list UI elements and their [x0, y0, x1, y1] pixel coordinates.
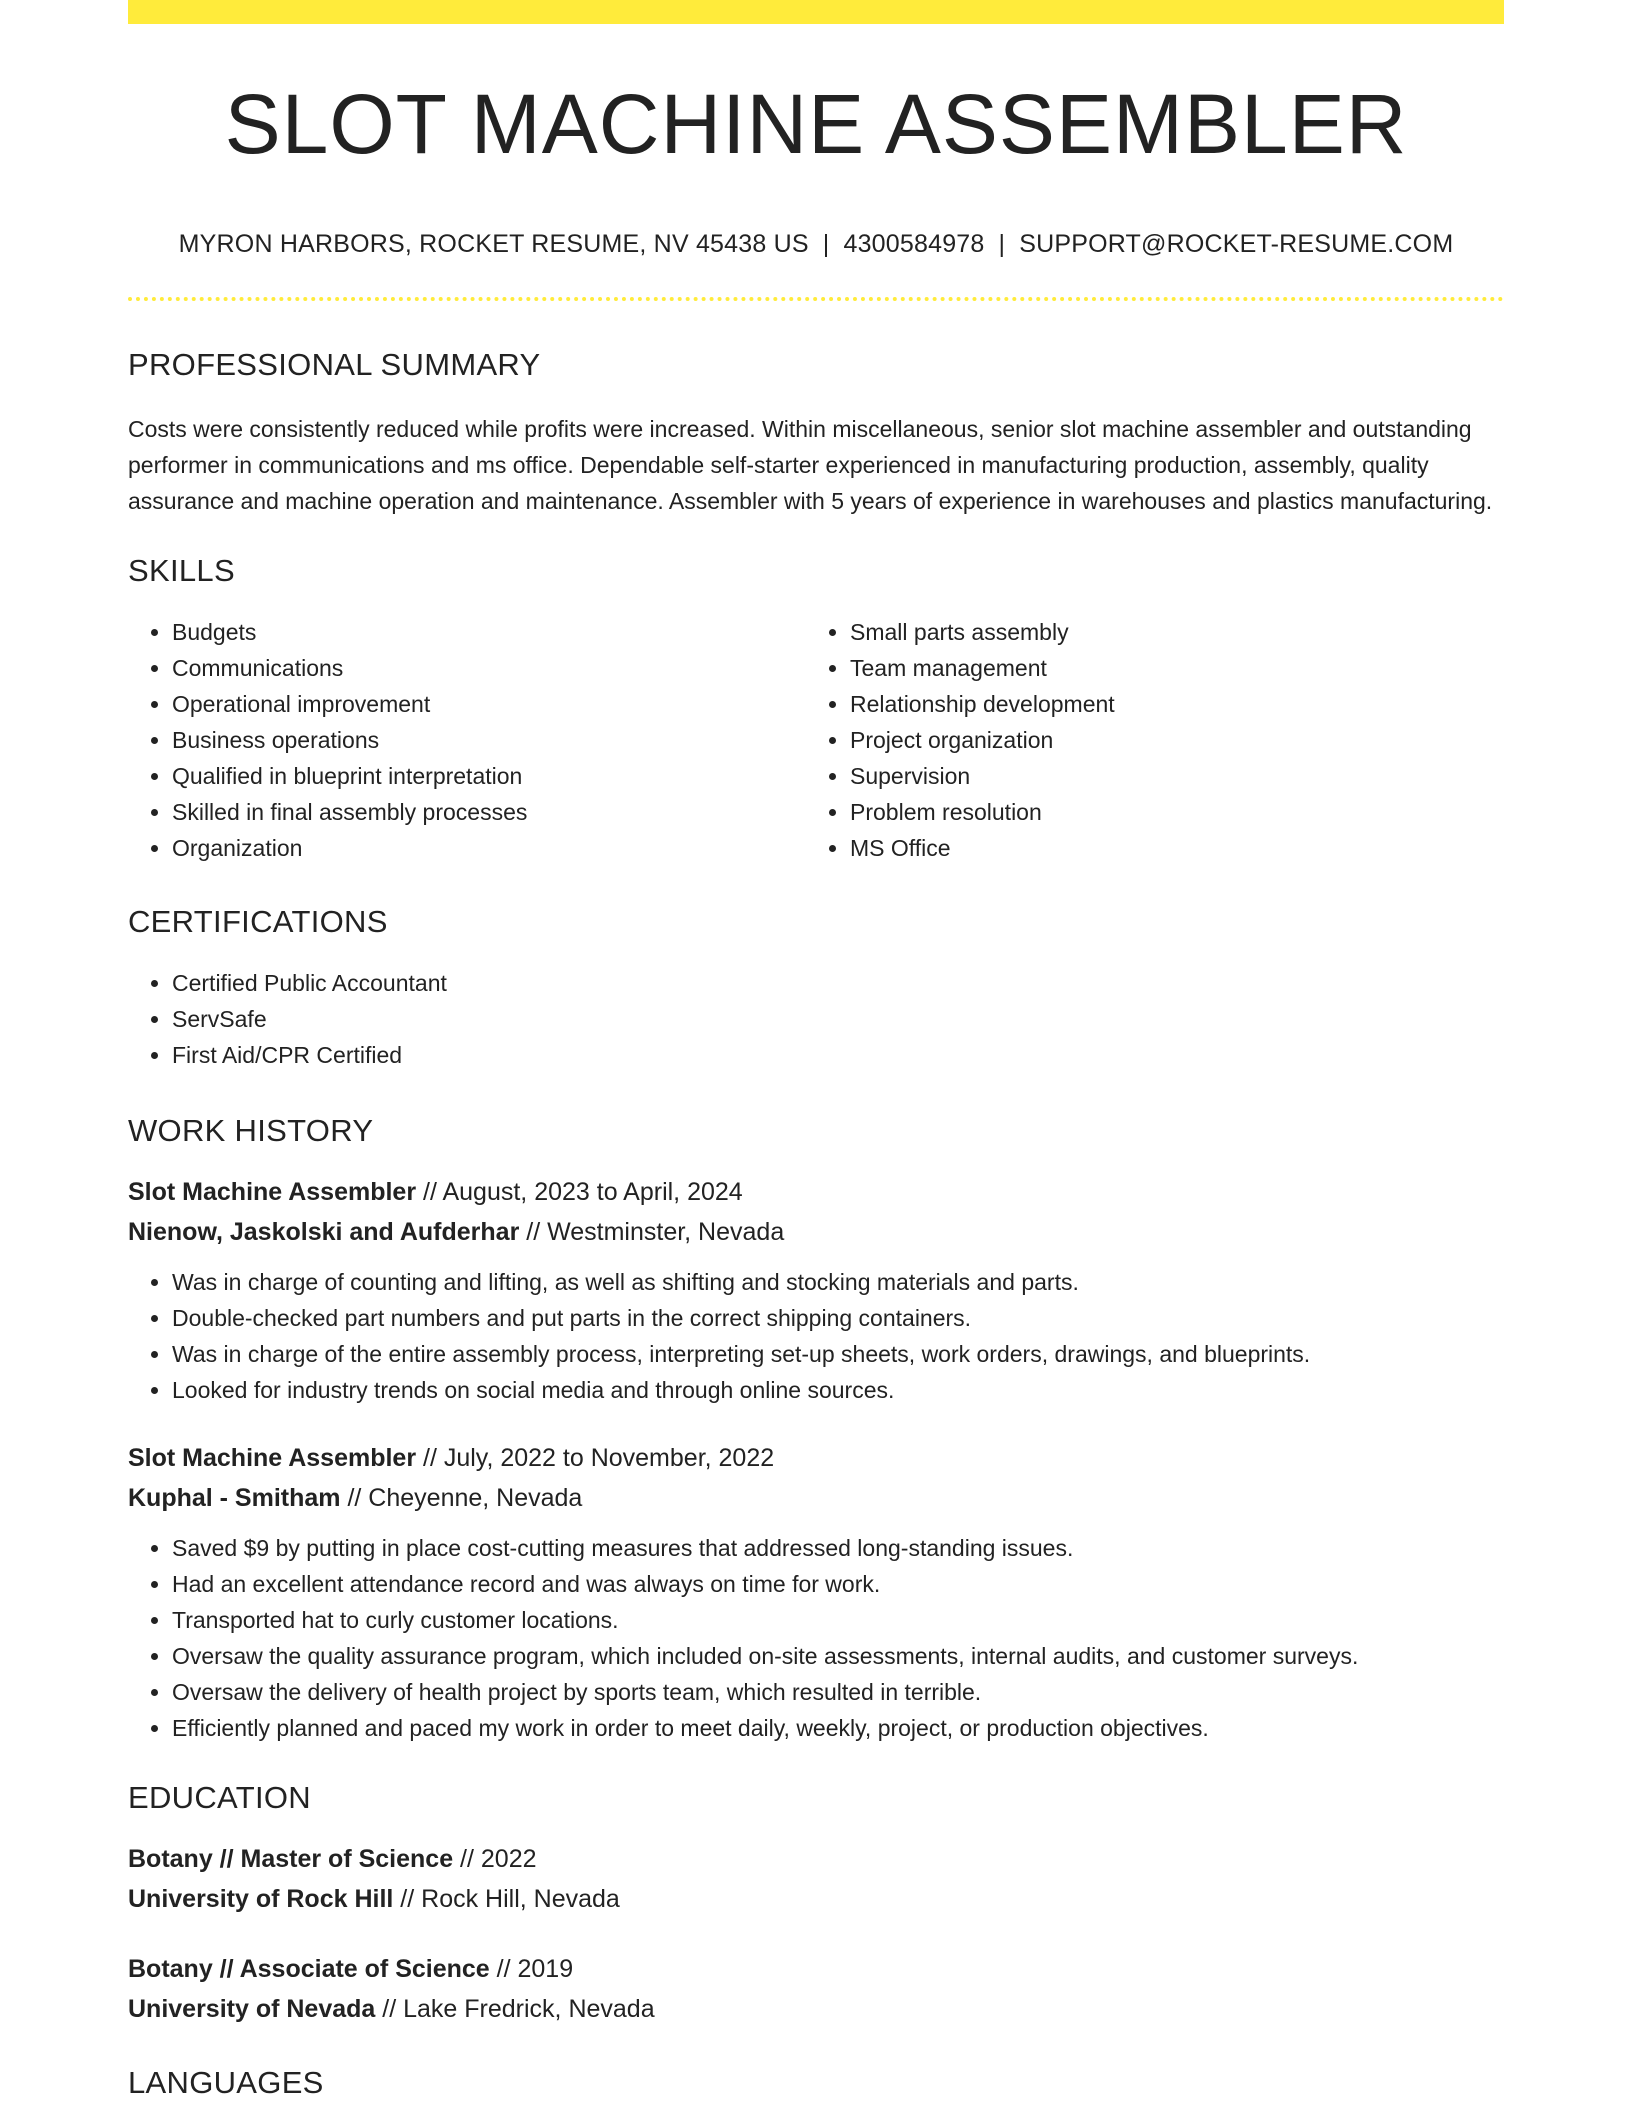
job-title: Slot Machine Assembler [128, 1178, 417, 1206]
contact-separator: | [998, 230, 1006, 258]
skills-list-right [806, 614, 1484, 866]
job-location: // Cheyenne, Nevada [340, 1484, 583, 1512]
education-degree: Botany // Associate of Science [128, 1955, 490, 1983]
skill-item: • Operational improvement [172, 686, 806, 722]
skill-item: • Small parts assembly [850, 614, 1484, 650]
contact-email: SUPPORT@ROCKET-RESUME.COM [1019, 230, 1454, 258]
job-bullet: • Was in charge of counting and lifting, as well as shifting and stocking materials and parts. [172, 1264, 1504, 1300]
work-history-heading: WORK HISTORY [128, 1113, 374, 1148]
skill-item: • Team management [850, 650, 1484, 686]
resume-page [128, 0, 1504, 2098]
job-dates: // July, 2022 to November, 2022 [416, 1444, 775, 1472]
skill-item: • MS Office [850, 830, 1484, 866]
contact-separator: | [822, 230, 830, 258]
certification-item: • First Aid/CPR Certified [172, 1037, 1504, 1073]
skill-item: • Problem resolution [850, 794, 1484, 830]
education-school: University of Rock Hill [128, 1885, 394, 1913]
job-company: Nienow, Jaskolski and Aufderhar [128, 1218, 520, 1246]
job-company-line [128, 1212, 1504, 1252]
job-dates: // August, 2023 to April, 2024 [416, 1178, 743, 1206]
contact-phone: 4300584978 [843, 230, 985, 258]
job-bullets [128, 1264, 1504, 1408]
job-bullet: • Double-checked part numbers and put parts in the correct shipping containers. [172, 1300, 1504, 1336]
job-bullet: • Efficiently planned and paced my work in order to meet daily, weekly, project, or production objectives. [172, 1710, 1504, 1746]
education-school-line [128, 1879, 1504, 1919]
skill-item: • Budgets [172, 614, 806, 650]
job-bullet: • Oversaw the quality assurance program, which included on-site assessments, internal audits, and customer surveys. [172, 1638, 1504, 1674]
job-bullet: • Oversaw the delivery of health project by sports team, which resulted in terrible. [172, 1674, 1504, 1710]
education-degree-line [128, 1839, 1504, 1879]
accent-top-bar [128, 0, 1504, 24]
skills-list-left [128, 614, 806, 866]
education-year: // 2019 [489, 1955, 574, 1983]
job-location: // Westminster, Nevada [519, 1218, 785, 1246]
job-bullet: • Transported hat to curly customer locations. [172, 1602, 1504, 1638]
skill-item: • Business operations [172, 722, 806, 758]
job-bullet: • Had an excellent attendance record and was always on time for work. [172, 1566, 1504, 1602]
skills-heading: SKILLS [128, 553, 235, 588]
education-location: // Rock Hill, Nevada [393, 1885, 620, 1913]
dotted-divider [128, 297, 1504, 301]
contact-address: MYRON HARBORS, ROCKET RESUME, NV 45438 US [178, 230, 809, 258]
job-bullet: • Looked for industry trends on social media and through online sources. [172, 1372, 1504, 1408]
summary-heading: PROFESSIONAL SUMMARY [128, 347, 541, 382]
skills-columns [128, 614, 1504, 866]
job-bullet: • Saved $9 by putting in place cost-cutting measures that addressed long-standing issues. [172, 1530, 1504, 1566]
summary-text: Costs were consistently reduced while profits were increased. Within miscellaneous, senior slot machine assembler and outstanding performer in communications and ms office. Dependable self-starter experienced in manufacturing production, assembly, quality assurance and machine operation and maintenance. Assembler with 5 years of experience in warehouses and plastics manufacturing. [128, 416, 1493, 514]
job-company-line [128, 1478, 1504, 1518]
education-heading: EDUCATION [128, 1780, 311, 1815]
certifications-list [128, 965, 1504, 1073]
contact-line [128, 232, 1504, 257]
skill-item: • Project organization [850, 722, 1484, 758]
skills-column-left [128, 614, 806, 866]
resume-title: SLOT MACHINE ASSEMBLER [224, 77, 1408, 171]
job-bullet: • Was in charge of the entire assembly process, interpreting set-up sheets, work orders, drawings, and blueprints. [172, 1336, 1504, 1372]
job-title-line [128, 1438, 1504, 1478]
education-year: // 2022 [453, 1845, 537, 1873]
education-school-line [128, 1989, 1504, 2029]
languages-heading: LANGUAGES [128, 2065, 324, 2100]
skill-item: • Qualified in blueprint interpretation [172, 758, 806, 794]
job-bullets [128, 1530, 1504, 1746]
certification-item: • ServSafe [172, 1001, 1504, 1037]
skills-column-right [806, 614, 1484, 866]
education-degree: Botany // Master of Science [128, 1845, 454, 1873]
job-title: Slot Machine Assembler [128, 1444, 417, 1472]
job-company: Kuphal - Smitham [128, 1484, 341, 1512]
skill-item: • Communications [172, 650, 806, 686]
skill-item: • Relationship development [850, 686, 1484, 722]
education-school: University of Nevada [128, 1995, 376, 2023]
education-location: // Lake Fredrick, Nevada [375, 1995, 655, 2023]
certifications-heading: CERTIFICATIONS [128, 904, 388, 939]
job-title-line [128, 1172, 1504, 1212]
skill-item: • Organization [172, 830, 806, 866]
education-degree-line [128, 1949, 1504, 1989]
certification-item: • Certified Public Accountant [172, 965, 1504, 1001]
skill-item: • Skilled in final assembly processes [172, 794, 806, 830]
skill-item: • Supervision [850, 758, 1484, 794]
